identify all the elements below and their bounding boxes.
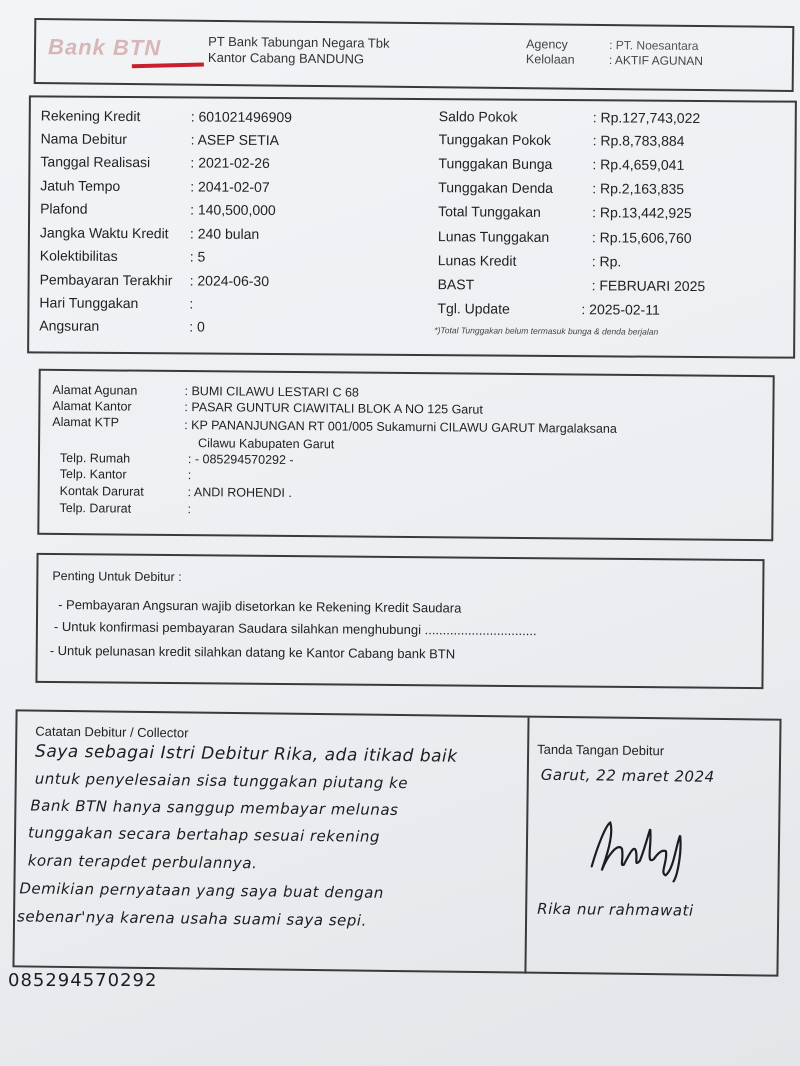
info-value: : Rp.2,163,835	[592, 180, 685, 197]
handwritten-line: koran terapdet perbulannya.	[27, 851, 258, 873]
notice-item: - Untuk konfirmasi pembayaran Saudara silahkan menghubungi ...............................	[53, 618, 537, 639]
info-value: : 240 bulan	[189, 225, 260, 242]
footnote: *)Total Tunggakan belum termasuk bunga & denda berjalan	[434, 325, 659, 337]
info-label: Lunas Tunggakan	[437, 228, 550, 245]
handwritten-line: Demikian pernyataan yang saya buat dengan	[19, 879, 384, 902]
info-value: : Rp.13,442,925	[592, 204, 692, 221]
info-label: Saldo Pokok	[438, 108, 518, 125]
kelolaan-value: : AKTIF AGUNAN	[608, 53, 704, 69]
info-label: Kolektibilitas	[39, 247, 118, 264]
signature-name: Rika nur rahmawati	[537, 899, 694, 920]
address-label: Telp. Rumah	[59, 450, 131, 466]
bank-name: PT Bank Tabungan Negara Tbk	[208, 33, 390, 51]
signature-date: Garut, 22 maret 2024	[540, 765, 715, 786]
logo-swoosh	[132, 63, 204, 69]
info-label: Tgl. Update	[437, 300, 510, 317]
notice-item: - Untuk pelunasan kredit silahkan datang ke Kantor Cabang bank BTN	[49, 642, 456, 662]
kelolaan-label: Kelolaan	[525, 52, 575, 67]
handwritten-line: sebenar'nya karena usaha suami saya sepi.	[16, 907, 367, 930]
info-label: Jatuh Tempo	[40, 177, 121, 194]
info-value: : 2041-02-07	[190, 178, 270, 196]
column-divider	[524, 718, 529, 974]
info-label: Plafond	[40, 200, 88, 217]
info-label: Rekening Kredit	[40, 107, 141, 125]
signature-mark	[584, 814, 695, 885]
header-box	[34, 18, 795, 92]
info-label: Nama Debitur	[40, 130, 128, 148]
info-value: : FEBRUARI 2025	[591, 277, 706, 295]
bank-logo-text: Bank BTN	[47, 34, 162, 61]
info-label: BAST	[437, 276, 475, 293]
info-value: : Rp.127,743,022	[592, 109, 701, 127]
info-value: : 140,500,000	[190, 201, 276, 219]
handwritten-line: untuk penyelesaian sisa tunggakan piutang ke	[34, 769, 409, 793]
address-label: Telp. Darurat	[59, 500, 132, 516]
address-value: : KP PANANJUNGAN RT 001/005 Sukamurni CILAWU GARUT Margalaksana	[184, 418, 617, 436]
info-label: Tanggal Realisasi	[40, 153, 151, 171]
info-label: Angsuran	[39, 317, 100, 334]
info-value: : 2025-02-11	[581, 301, 660, 318]
notice-title: Penting Untuk Debitur :	[52, 568, 182, 585]
handwritten-line: Bank BTN hanya sanggup membayar melunas	[30, 796, 399, 820]
info-value: : 601021496909	[190, 108, 293, 126]
info-value: : Rp.8,783,884	[592, 132, 685, 149]
info-value: : Rp.15,606,760	[591, 229, 692, 246]
notice-box	[35, 553, 764, 689]
address-value: :	[187, 502, 192, 517]
address-value: : PASAR GUNTUR CIAWITALI BLOK A NO 125 Garut	[184, 400, 483, 417]
address-value: : BUMI CILAWU LESTARI C 68	[184, 384, 359, 400]
info-value: :	[189, 295, 194, 312]
address-value-cont: Cilawu Kabupaten Garut	[198, 436, 335, 452]
handwritten-line: Saya sebagai Istri Debitur Rika, ada itikad baik	[34, 741, 458, 767]
notice-item: - Pembayaran Angsuran wajib disetorkan ke Rekening Kredit Saudara	[58, 597, 462, 616]
info-value: : 5	[189, 248, 206, 265]
handwritten-line: tunggakan secara bertahap sesuai rekening	[27, 823, 381, 846]
info-value: : 0	[189, 318, 205, 335]
info-label: Pembayaran Terakhir	[39, 271, 173, 289]
branch-name: Kantor Cabang BANDUNG	[207, 49, 365, 67]
agency-label: Agency	[526, 37, 568, 52]
info-value: : 2021-02-26	[190, 154, 270, 172]
info-value: : Rp.	[591, 253, 622, 270]
notes-title: Catatan Debitur / Collector	[35, 723, 189, 741]
notes-box	[12, 709, 781, 976]
bank-logo	[48, 34, 198, 70]
info-label: Tunggakan Bunga	[438, 155, 553, 172]
info-value: : ASEP SETIA	[190, 131, 280, 149]
info-label: Lunas Kredit	[437, 252, 517, 269]
address-label: Alamat KTP	[52, 414, 120, 430]
address-box	[37, 369, 774, 541]
address-value: :	[187, 468, 192, 483]
address-label: Alamat Kantor	[52, 398, 132, 414]
agency-value: : PT. Noesantara	[609, 38, 699, 53]
loan-info-box	[27, 95, 797, 358]
address-value: : - 085294570292 -	[187, 452, 294, 468]
handwritten-phone: 085294570292	[8, 970, 158, 991]
info-value: : Rp.4,659,041	[592, 156, 685, 173]
info-value: : 2024-06-30	[189, 272, 270, 290]
address-value: : ANDI ROHENDI .	[187, 485, 292, 501]
signature-title: Tanda Tangan Debitur	[537, 741, 665, 759]
info-label: Jangka Waktu Kredit	[39, 224, 169, 242]
info-label: Total Tunggakan	[438, 203, 541, 220]
info-label: Tunggakan Pokok	[438, 131, 552, 148]
info-label: Tunggakan Denda	[438, 179, 554, 196]
address-label: Alamat Agunan	[52, 382, 138, 398]
address-label: Telp. Kantor	[59, 466, 127, 482]
address-label: Kontak Darurat	[59, 483, 144, 499]
info-label: Hari Tunggakan	[39, 294, 139, 312]
